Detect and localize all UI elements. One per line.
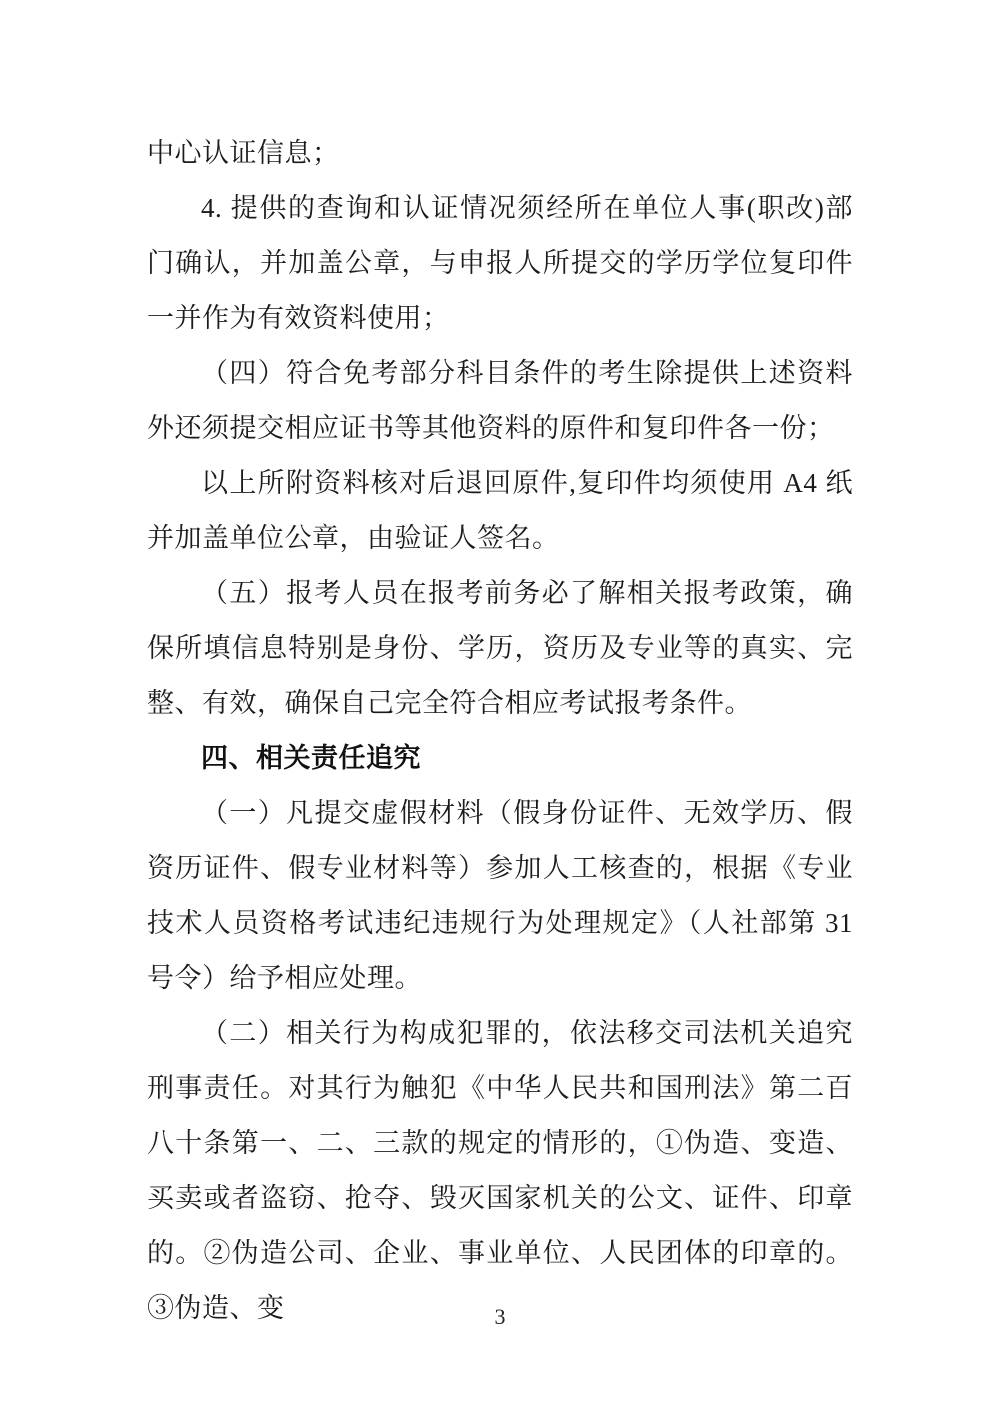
body-paragraph-continuation: 中心认证信息； — [147, 138, 340, 168]
body-paragraph-item-yi: （一）凡提交虚假材料（假身份证件、无效学历、假资历证件、假专业材料等）参加人工核查的，根据《专业技术人员资格考试违纪违规行为处理规定》（人社部第 31 号令）给予相应处理。 — [147, 798, 853, 993]
body-paragraph-item-er: （二）相关行为构成犯罪的，依法移交司法机关追究刑事责任。对其行为触犯《中华人民共和国刑法》第二百八十条第一、二、三款的规定的情形的，①伪造、变造、买卖或者盗窃、抢夺、毁灭国家机关的公文、证件、印章的。②伪造公司、企业、事业单位、人民团体的印章的。③伪造、变 — [147, 1018, 853, 1323]
body-paragraph-item-4: 4. 提供的查询和认证情况须经所在单位人事(职改)部门确认，并加盖公章，与申报人所提交的学历学位复印件一并作为有效资料使用； — [147, 193, 853, 333]
body-paragraph-item-wu: （五）报考人员在报考前务必了解相关报考政策，确保所填信息特别是身份、学历，资历及专业等的真实、完整、有效，确保自己完全符合相应考试报考条件。 — [147, 578, 853, 718]
body-paragraph-item-si: （四）符合免考部分科目条件的考生除提供上述资料外还须提交相应证书等其他资料的原件和复印件各一份； — [147, 358, 853, 443]
page-number: 3 — [494, 1304, 506, 1329]
document-body — [147, 126, 853, 1336]
body-paragraph-materials-return: 以上所附资料核对后退回原件,复印件均须使用 A4 纸并加盖单位公章，由验证人签名。 — [147, 468, 853, 553]
section-heading-responsibility: 四、相关责任追究 — [201, 743, 421, 773]
